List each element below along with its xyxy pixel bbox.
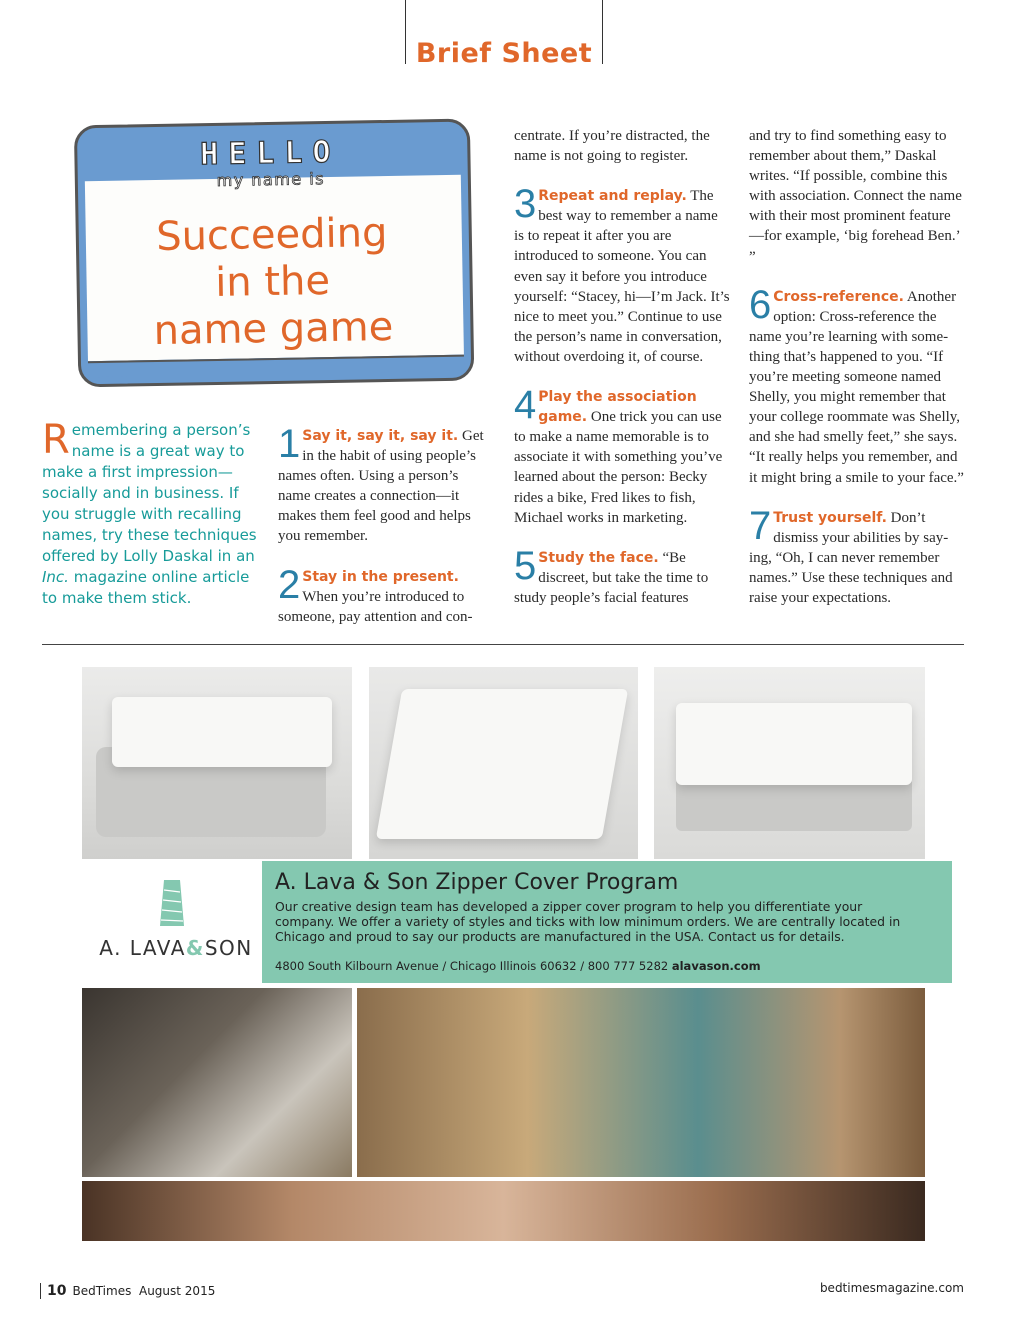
tip-heading: Say it, say it, say it.	[302, 428, 459, 444]
name-tag-my-name-is: my name is	[216, 169, 326, 190]
footer-folio	[40, 1283, 215, 1299]
tip-number: 4	[514, 383, 537, 428]
ad-photo-mattress-banded	[654, 667, 925, 859]
article-divider-rule	[42, 644, 964, 645]
footer-site: bedtimesmagazine.com	[819, 1281, 964, 1295]
tip-number: 5	[514, 543, 537, 588]
article-column-3	[749, 126, 965, 608]
tip-body: One trick you can use to make a name memorable is to associate it with something you’ve learned about the person: Becky rides a bike, Fred likes to fish, Michael works in marketing.	[514, 409, 723, 526]
ad-heading: A. Lava & Son Zipper Cover Program	[275, 870, 679, 895]
page-number: 10	[40, 1283, 66, 1299]
tip-heading: Play the association game.	[538, 389, 697, 426]
title-line: in the	[214, 257, 331, 306]
tip-heading: Stay in the present.	[302, 568, 459, 585]
ad-body: Our creative design team has developed a zipper cover program to help you differentiate your company. We offer a variety of styles and ticks with low minimum orders. We are centrally located in Chicago and proud to say our products are manufactured in the USA. Contact us for details.	[275, 899, 901, 944]
tip-body: Another option: Cross-reference the name you’re learning with something that’s happened to you. “If you’re meeting someone named Shelly, you might remember that your college roommate was Shelly, and she had smelly feet,” she says. “It really helps you remember, and it might bring a smile to your face.”	[749, 288, 964, 486]
ad-photo-mattress-block	[369, 667, 638, 859]
ad-contact: 4800 South Kilbourn Avenue / Chicago Illinois 60632 / 800 777 5282 alavason.com	[275, 959, 761, 973]
ad-photo-quilting-machine	[357, 988, 925, 1177]
tip-body: When you’re introduced to someone, pay attention and con-	[278, 588, 473, 625]
lead-text-end: magazine online article to make them stick.	[42, 568, 250, 607]
name-tag-hello: HELLO	[199, 134, 341, 173]
article-column-1	[278, 422, 494, 627]
footer-issue: August 2015	[138, 1284, 216, 1298]
article-column-2	[514, 126, 730, 608]
footer-publication: BedTimes	[72, 1284, 132, 1298]
tip-1	[278, 422, 494, 547]
tip-number: 1	[278, 422, 301, 466]
tip-7	[749, 503, 965, 608]
tip-body: “Be discreet, but take the time to study people’s facial features	[514, 549, 709, 606]
section-title: Brief Sheet	[415, 38, 593, 69]
tip-body: Get in the habit of using people’s names often. Using a person’s name creates a connection—it makes them feel good and helps you remember.	[278, 428, 484, 545]
tip-2	[278, 562, 494, 627]
title-line: Succeeding	[155, 209, 388, 261]
tip-3	[514, 182, 730, 367]
article-title	[61, 208, 483, 356]
tip-number: 6	[749, 282, 772, 327]
lead-drop-cap: R	[42, 417, 70, 463]
tip-number: 3	[514, 182, 537, 227]
ad-photo-zipper	[82, 1181, 925, 1241]
lead-text: emembering a person’s name is a great way to make a first impression—socially and in business. If you struggle with recalling names, try these techniques offered by Lolly Daskal in an	[42, 421, 257, 565]
ad-logo-wordmark: A. LAVA&SON	[99, 936, 253, 960]
tip-4	[514, 383, 730, 528]
title-line: name game	[153, 303, 394, 355]
lead-publication: Inc.	[42, 568, 69, 586]
tip-heading: Cross-reference.	[773, 288, 904, 305]
name-tag-illustration	[59, 92, 484, 399]
tip-5	[514, 543, 730, 608]
thread-spool-icon	[158, 878, 186, 928]
tip-2-continued: centrate. If you’re distracted, the name is not going to register.	[514, 128, 710, 165]
tip-heading: Trust yourself.	[773, 509, 887, 526]
tip-number: 2	[278, 562, 301, 607]
ad-photo-cutting-machine	[82, 988, 352, 1177]
tip-6	[749, 282, 965, 488]
tip-body: The best way to remember a name is to repeat it after you are introduced to someone. You can even say it before you introduce yourself: “Stacey, hi—I’m Jack. It’s nice to meet you.” Continue to use the person’s name in conversation, without overdoing it, of course.	[514, 188, 730, 365]
tip-body: Don’t dismiss your abilities by saying, “Oh, I can never remember names.” Use these techniques and raise your expectations.	[749, 509, 953, 606]
ad-website-link[interactable]: alavason.com	[671, 959, 761, 973]
tip-number: 7	[749, 503, 772, 548]
tip-heading: Repeat and replay.	[538, 188, 687, 205]
ad-photo-mattress-curved	[82, 667, 352, 859]
lead-paragraph	[42, 417, 264, 609]
tip-heading: Study the face.	[538, 549, 659, 566]
tip-5-continued: and try to find something easy to remember about them,” Daskal writes. “If possible, combine this with association. Connect the name with their most prominent feature—for example, ‘big forehead Ben.’ ”	[749, 128, 962, 265]
